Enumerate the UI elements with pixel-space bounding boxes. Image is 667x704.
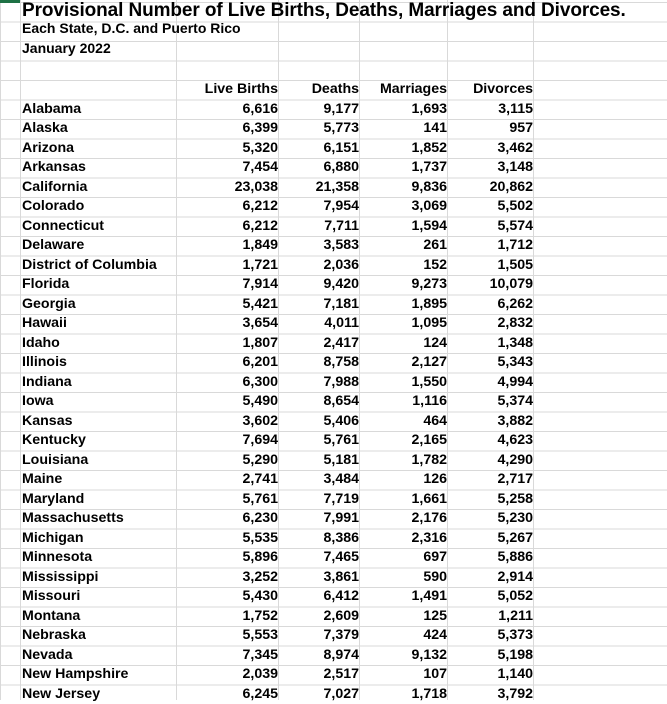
state-cell[interactable]: California [20,178,176,198]
state-cell[interactable]: Connecticut [20,217,176,237]
live-births-cell[interactable]: 23,038 [176,178,278,198]
divorces-cell[interactable]: 5,373 [447,626,533,646]
sheet-subtitle[interactable]: Each State, D.C. and Puerto Rico [22,20,241,36]
divorces-cell[interactable]: 5,230 [447,509,533,529]
marriages-cell[interactable]: 2,165 [359,431,447,451]
marriages-cell[interactable]: 1,782 [359,451,447,471]
state-cell[interactable]: New Hampshire [20,665,176,685]
divorces-cell[interactable]: 5,198 [447,646,533,666]
state-cell[interactable]: Hawaii [20,314,176,334]
divorces-cell[interactable]: 3,148 [447,158,533,178]
marriages-cell[interactable]: 9,273 [359,275,447,295]
deaths-cell[interactable]: 2,036 [278,256,359,276]
marriages-cell[interactable]: 141 [359,119,447,139]
deaths-cell[interactable]: 5,773 [278,119,359,139]
state-cell[interactable]: Illinois [20,353,176,373]
state-cell[interactable]: New Jersey [20,685,176,704]
marriages-cell[interactable]: 697 [359,548,447,568]
divorces-cell[interactable]: 5,886 [447,548,533,568]
table-row [20,314,533,334]
sheet-date[interactable]: January 2022 [22,40,111,56]
table-row [20,275,533,295]
deaths-cell[interactable]: 9,420 [278,275,359,295]
deaths-cell[interactable]: 7,465 [278,548,359,568]
live-births-cell[interactable]: 5,896 [176,548,278,568]
state-cell[interactable]: Michigan [20,529,176,549]
table-row [20,178,533,198]
deaths-cell[interactable]: 5,761 [278,431,359,451]
table-row [20,119,533,139]
state-cell[interactable]: Florida [20,275,176,295]
table-row [20,392,533,412]
state-cell[interactable]: Indiana [20,373,176,393]
marriages-cell[interactable]: 9,836 [359,178,447,198]
live-births-cell[interactable]: 7,914 [176,275,278,295]
live-births-cell[interactable]: 5,290 [176,451,278,471]
table-row [20,334,533,354]
state-cell[interactable]: Kentucky [20,431,176,451]
marriages-cell[interactable]: 1,491 [359,587,447,607]
selected-cell-marker [0,0,20,3]
state-cell[interactable]: Delaware [20,236,176,256]
table-row [20,548,533,568]
marriages-cell[interactable]: 1,116 [359,392,447,412]
divorces-cell[interactable]: 5,574 [447,217,533,237]
table-row [20,100,533,120]
divorces-cell[interactable]: 2,832 [447,314,533,334]
live-births-cell[interactable]: 6,245 [176,685,278,704]
live-births-cell[interactable]: 6,616 [176,100,278,120]
live-births-cell[interactable]: 6,399 [176,119,278,139]
table-row [20,158,533,178]
table-row [20,646,533,666]
deaths-cell[interactable]: 7,027 [278,685,359,704]
table-row [20,490,533,510]
sheet-title[interactable]: Provisional Number of Live Births, Deaths, Marriages and Divorces. [22,0,626,22]
state-cell[interactable]: Georgia [20,295,176,315]
grid-column-line [533,0,534,700]
live-births-cell[interactable]: 5,535 [176,529,278,549]
marriages-cell[interactable]: 126 [359,470,447,490]
table-row [20,626,533,646]
marriages-cell[interactable]: 590 [359,568,447,588]
marriages-cell[interactable]: 1,737 [359,158,447,178]
divorces-cell[interactable]: 6,262 [447,295,533,315]
live-births-cell[interactable]: 7,694 [176,431,278,451]
live-births-cell[interactable]: 5,421 [176,295,278,315]
live-births-cell[interactable]: 5,320 [176,139,278,159]
marriages-cell[interactable]: 424 [359,626,447,646]
table-row [20,412,533,432]
marriages-cell[interactable]: 1,718 [359,685,447,704]
divorces-cell[interactable]: 5,343 [447,353,533,373]
live-births-cell[interactable]: 6,212 [176,217,278,237]
marriages-cell[interactable]: 125 [359,607,447,627]
divorces-cell[interactable]: 3,115 [447,100,533,120]
deaths-cell[interactable]: 6,880 [278,158,359,178]
divorces-cell[interactable]: 5,502 [447,197,533,217]
deaths-cell[interactable]: 8,974 [278,646,359,666]
live-births-cell[interactable]: 5,761 [176,490,278,510]
live-births-cell[interactable]: 1,721 [176,256,278,276]
deaths-cell[interactable]: 8,758 [278,353,359,373]
state-cell[interactable]: Kansas [20,412,176,432]
marriages-cell[interactable]: 261 [359,236,447,256]
deaths-cell[interactable]: 6,412 [278,587,359,607]
divorces-cell[interactable]: 5,374 [447,392,533,412]
deaths-cell[interactable]: 4,011 [278,314,359,334]
header-live-births[interactable]: Live Births [176,80,278,100]
live-births-cell[interactable]: 6,230 [176,509,278,529]
table-row [20,451,533,471]
state-cell[interactable]: Maine [20,470,176,490]
state-cell[interactable]: Colorado [20,197,176,217]
marriages-cell[interactable]: 1,095 [359,314,447,334]
deaths-cell[interactable]: 8,386 [278,529,359,549]
marriages-cell[interactable]: 3,069 [359,197,447,217]
divorces-cell[interactable]: 1,140 [447,665,533,685]
deaths-cell[interactable]: 3,484 [278,470,359,490]
deaths-cell[interactable]: 2,517 [278,665,359,685]
deaths-cell[interactable]: 7,181 [278,295,359,315]
divorces-cell[interactable]: 5,267 [447,529,533,549]
table-row [20,685,533,704]
divorces-cell[interactable]: 5,052 [447,587,533,607]
table-row [20,256,533,276]
divorces-cell[interactable]: 4,623 [447,431,533,451]
table-row [20,373,533,393]
header-deaths[interactable]: Deaths [278,80,359,100]
deaths-cell[interactable]: 7,991 [278,509,359,529]
live-births-cell[interactable]: 5,553 [176,626,278,646]
live-births-cell[interactable]: 6,201 [176,353,278,373]
header-row [20,80,533,100]
marriages-cell[interactable]: 2,127 [359,353,447,373]
live-births-cell[interactable]: 6,300 [176,373,278,393]
table-row [20,607,533,627]
state-cell[interactable]: Alaska [20,119,176,139]
deaths-cell[interactable]: 2,609 [278,607,359,627]
deaths-cell[interactable]: 7,954 [278,197,359,217]
state-cell[interactable]: Minnesota [20,548,176,568]
state-cell[interactable]: Arizona [20,139,176,159]
live-births-cell[interactable]: 1,807 [176,334,278,354]
marriages-cell[interactable]: 1,693 [359,100,447,120]
deaths-cell[interactable]: 8,654 [278,392,359,412]
marriages-cell[interactable]: 1,594 [359,217,447,237]
table-row [20,353,533,373]
table-row [20,431,533,451]
deaths-cell[interactable]: 9,177 [278,100,359,120]
deaths-cell[interactable]: 3,583 [278,236,359,256]
divorces-cell[interactable]: 10,079 [447,275,533,295]
marriages-cell[interactable]: 2,316 [359,529,447,549]
state-cell[interactable]: Mississippi [20,568,176,588]
table-row [20,236,533,256]
live-births-cell[interactable]: 3,654 [176,314,278,334]
live-births-cell[interactable]: 1,849 [176,236,278,256]
deaths-cell[interactable]: 3,861 [278,568,359,588]
table-row [20,587,533,607]
marriages-cell[interactable]: 124 [359,334,447,354]
marriages-cell[interactable]: 1,661 [359,490,447,510]
divorces-cell[interactable]: 3,882 [447,412,533,432]
marriages-cell[interactable]: 9,132 [359,646,447,666]
state-cell[interactable]: District of Columbia [20,256,176,276]
deaths-cell[interactable]: 7,988 [278,373,359,393]
live-births-cell[interactable]: 3,252 [176,568,278,588]
divorces-cell[interactable]: 2,914 [447,568,533,588]
live-births-cell[interactable]: 1,752 [176,607,278,627]
divorces-cell[interactable]: 3,792 [447,685,533,704]
state-cell[interactable]: Nevada [20,646,176,666]
state-cell[interactable]: Arkansas [20,158,176,178]
marriages-cell[interactable]: 464 [359,412,447,432]
table-row [20,529,533,549]
live-births-cell[interactable]: 5,430 [176,587,278,607]
live-births-cell[interactable]: 2,039 [176,665,278,685]
live-births-cell[interactable]: 2,741 [176,470,278,490]
live-births-cell[interactable]: 5,490 [176,392,278,412]
marriages-cell[interactable]: 107 [359,665,447,685]
marriages-cell[interactable]: 152 [359,256,447,276]
divorces-cell[interactable]: 20,862 [447,178,533,198]
table-row [20,197,533,217]
header-state-cell[interactable] [20,80,176,100]
divorces-cell[interactable]: 4,290 [447,451,533,471]
divorces-cell[interactable]: 1,211 [447,607,533,627]
divorces-cell[interactable]: 1,348 [447,334,533,354]
marriages-cell[interactable]: 1,550 [359,373,447,393]
state-cell[interactable]: Missouri [20,587,176,607]
state-cell[interactable]: Nebraska [20,626,176,646]
live-births-cell[interactable]: 7,345 [176,646,278,666]
divorces-cell[interactable]: 5,258 [447,490,533,510]
deaths-cell[interactable]: 7,711 [278,217,359,237]
deaths-cell[interactable]: 7,379 [278,626,359,646]
table-row [20,568,533,588]
divorces-cell[interactable]: 1,505 [447,256,533,276]
divorces-cell[interactable]: 4,994 [447,373,533,393]
divorces-cell[interactable]: 3,462 [447,139,533,159]
state-cell[interactable]: Louisiana [20,451,176,471]
state-cell[interactable]: Iowa [20,392,176,412]
divorces-cell[interactable]: 2,717 [447,470,533,490]
header-marriages[interactable]: Marriages [359,80,447,100]
marriages-cell[interactable]: 1,852 [359,139,447,159]
table-row [20,295,533,315]
table-row [20,665,533,685]
table-row [20,470,533,490]
header-divorces[interactable]: Divorces [447,80,533,100]
data-table [20,80,533,704]
table-row [20,217,533,237]
table-row [20,139,533,159]
deaths-cell[interactable]: 5,181 [278,451,359,471]
divorces-cell[interactable]: 957 [447,119,533,139]
deaths-cell[interactable]: 7,719 [278,490,359,510]
state-cell[interactable]: Idaho [20,334,176,354]
marriages-cell[interactable]: 2,176 [359,509,447,529]
state-cell[interactable]: Montana [20,607,176,627]
table-row [20,509,533,529]
deaths-cell[interactable]: 5,406 [278,412,359,432]
deaths-cell[interactable]: 2,417 [278,334,359,354]
live-births-cell[interactable]: 3,602 [176,412,278,432]
marriages-cell[interactable]: 1,895 [359,295,447,315]
deaths-cell[interactable]: 21,358 [278,178,359,198]
state-cell[interactable]: Alabama [20,100,176,120]
live-births-cell[interactable]: 7,454 [176,158,278,178]
state-cell[interactable]: Massachusetts [20,509,176,529]
deaths-cell[interactable]: 6,151 [278,139,359,159]
divorces-cell[interactable]: 1,712 [447,236,533,256]
live-births-cell[interactable]: 6,212 [176,197,278,217]
state-cell[interactable]: Maryland [20,490,176,510]
